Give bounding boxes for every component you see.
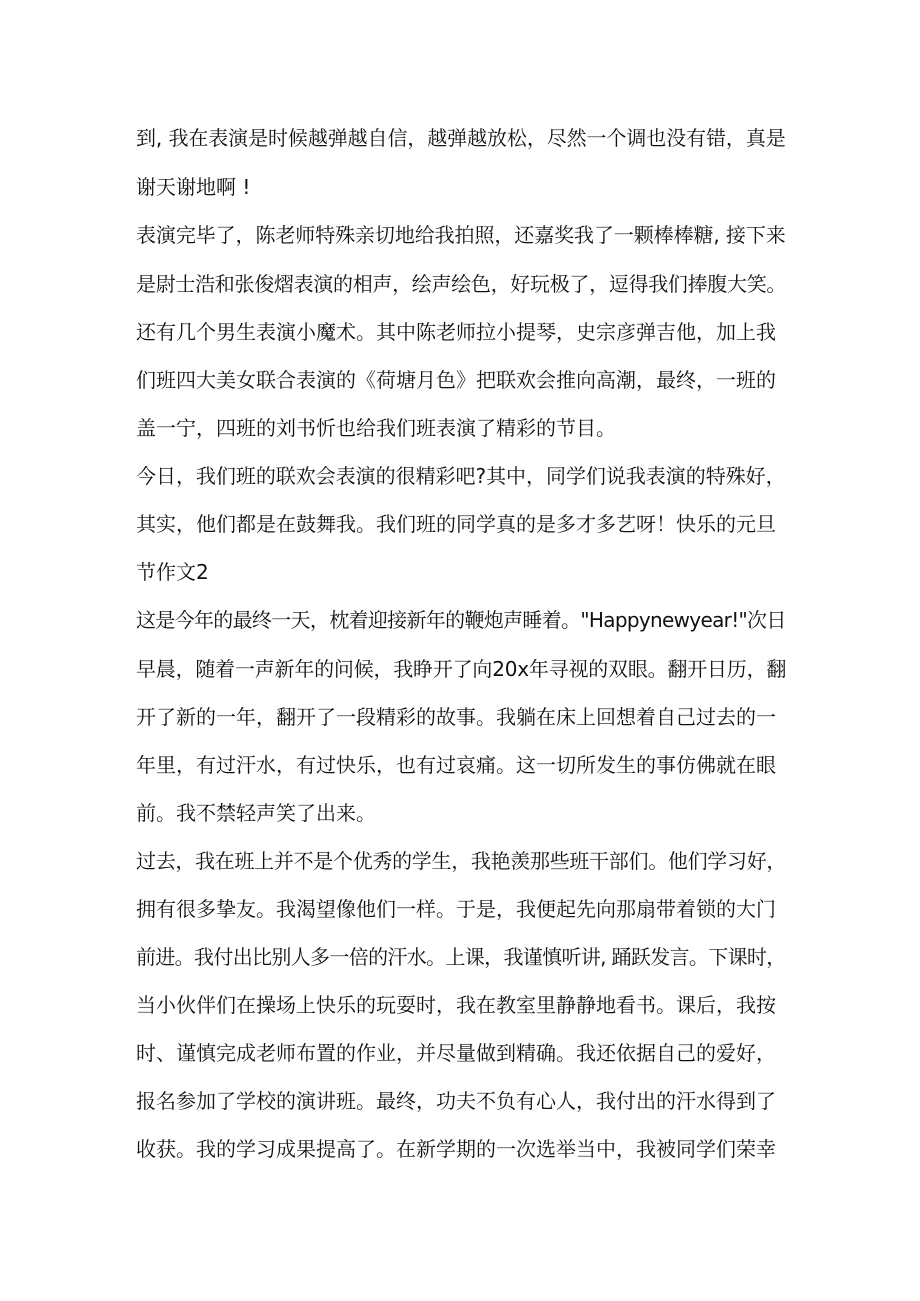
text-line: 前。我不禁轻声笑了出来。 <box>136 801 376 825</box>
text-line: 拥有很多挚友。我渴望像他们一样。于是，我便起先向那扇带着锁的大门 <box>136 897 776 921</box>
text-line: 还有几个男生表演小魔术。其中陈老师拉小提琴，史宗彦弹吉他，加上我 <box>136 320 776 344</box>
text-line: 年里，有过汗水，有过快乐，也有过哀痛。这一切所发生的事仿佛就在眼 <box>136 753 776 777</box>
text-line: 开了新的一年，翻开了一段精彩的故事。我躺在床上回想着自己过去的一 <box>136 705 776 729</box>
text-line: 报名参加了学校的演讲班。最终，功夫不负有心人，我付出的汗水得到了 <box>136 1089 776 1113</box>
text-line: 谢天谢地啊 ! <box>136 175 251 199</box>
text-line: 们班四大美女联合表演的《荷塘月色》把联欢会推向高潮，最终，一班的 <box>136 368 776 392</box>
text-line: 前进。我付出比别人多一倍的汗水。上课，我谨慎听讲, 踊跃发言。下课时， <box>136 945 786 969</box>
text-line: 其实，他们都是在鼓舞我。我们班的同学真的是多才多艺呀！快乐的元旦 <box>136 512 776 536</box>
text-line: 时、谨慎完成老师布置的作业，并尽量做到精确。我还依据自己的爱好， <box>136 1041 776 1065</box>
text-line: 过去，我在班上并不是个优秀的学生，我艳羡那些班干部们。他们学习好， <box>136 849 787 873</box>
text-line: 节作文2 <box>136 560 209 584</box>
text-line: 当小伙伴们在操场上快乐的玩耍时，我在教室里静静地看书。课后，我按 <box>136 993 776 1017</box>
text-line: 这是今年的最终一天，枕着迎接新年的鞭炮声睡着。"Happynewyear!"次日 <box>136 608 786 632</box>
text-line: 早晨，随着一声新年的问候，我睁开了向20x年寻视的双眼。翻开日历，翻 <box>136 657 787 681</box>
text-line: 收获。我的学习成果提高了。在新学期的一次选举当中，我被同学们荣幸 <box>136 1137 776 1161</box>
text-line: 到, 我在表演是时候越弹越自信，越弹越放松，尽然一个调也没有错，真是 <box>136 126 786 150</box>
text-line: 盖一宁，四班的刘书忻也给我们班表演了精彩的节目。 <box>136 416 616 440</box>
text-line: 今日，我们班的联欢会表演的很精彩吧?其中，同学们说我表演的特殊好， <box>136 464 786 488</box>
text-line: 是尉士浩和张俊熠表演的相声，绘声绘色，好玩极了，逗得我们捧腹大笑。 <box>136 272 787 296</box>
text-line: 表演完毕了，陈老师特殊亲切地给我拍照，还嘉奖我了一颗棒棒糖, 接下来 <box>136 223 786 247</box>
